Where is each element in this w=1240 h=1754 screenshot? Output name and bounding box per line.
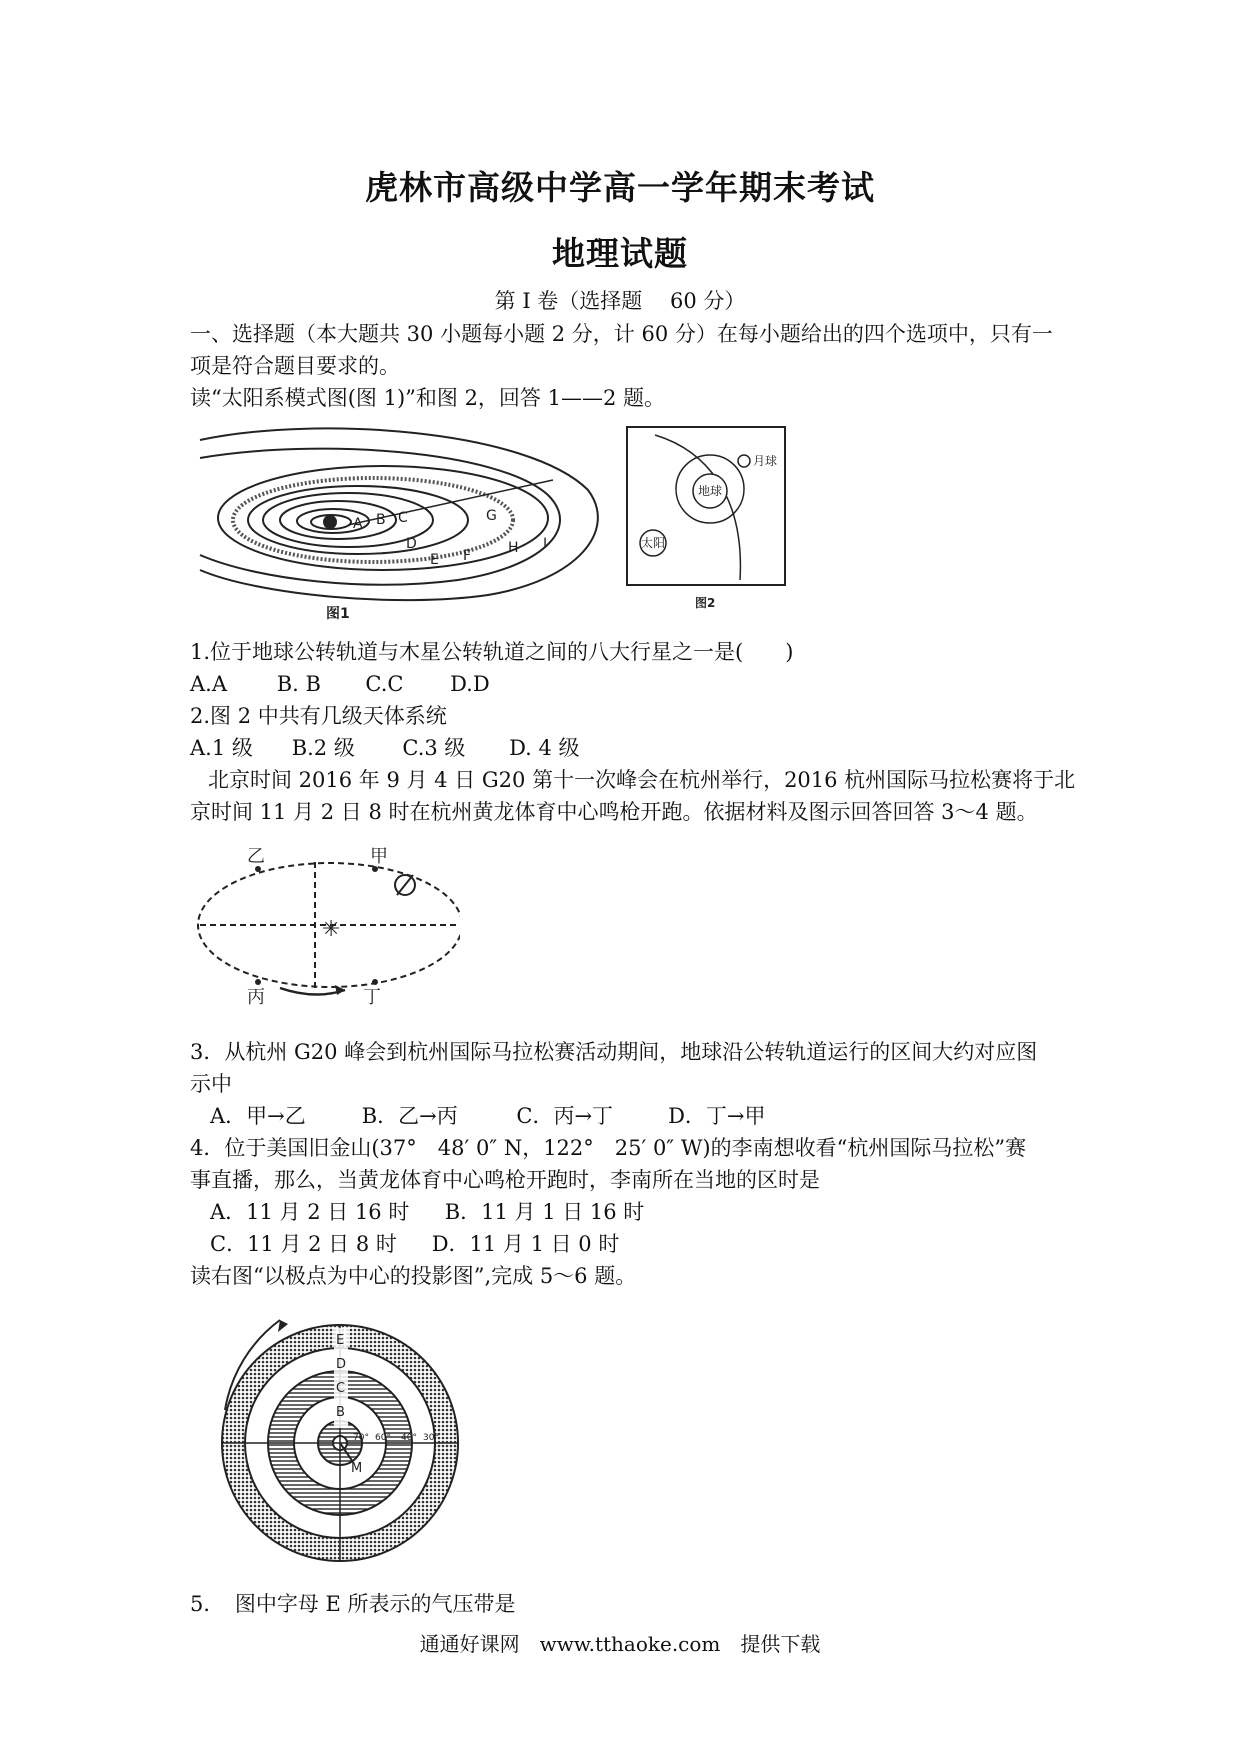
polar-letter-e: E: [336, 1333, 345, 1348]
polar-lat-40: 40°: [401, 1433, 417, 1443]
polar-lat-30: 30°: [423, 1433, 439, 1443]
q3-option-d: D．丁→甲: [668, 1104, 766, 1128]
q1-stem: 1.位于地球公转轨道与木星公转轨道之间的八大行星之一是( ): [190, 640, 794, 664]
earth-moon-figure: [625, 425, 790, 610]
orbit-label-jia: 甲: [370, 846, 388, 867]
fig1-letter-h: H: [508, 540, 519, 556]
solar-system-figure: [198, 420, 608, 620]
exam-title: 虎林市高级中学高一学年期末考试: [365, 168, 875, 207]
fig2-earth-label: 地球: [698, 484, 723, 498]
q1-options: [190, 670, 490, 698]
fig1-letter-e: E: [430, 552, 439, 568]
q3-option-c: C．丙→丁: [516, 1104, 614, 1128]
moon-icon: [738, 455, 750, 467]
q2-option-a: A.1 级: [190, 736, 253, 760]
sun-icon: [323, 515, 337, 529]
q2-option-b: B.2 级: [291, 736, 355, 760]
q4-option-d: D．11 月 1 日 0 时: [431, 1232, 620, 1256]
fig1-caption: 图1: [326, 606, 350, 620]
orbit-label-ding: 丁: [363, 987, 381, 1005]
section-header: 第 I 卷（选择题 60 分）: [494, 289, 746, 313]
q3-option-a: A．甲→乙: [210, 1104, 306, 1128]
instructions-line-1: 一、选择题（本大题共 30 小题每小题 2 分，计 60 分）在每小题给出的四个选项中，只有一: [190, 322, 1053, 346]
q4-option-c: C．11 月 2 日 8 时: [210, 1232, 397, 1256]
intro-q3-q4-line-2: 京时间 11 月 2 日 8 时在杭州黄龙体育中心鸣枪开跑。依据材料及图示回答回答 3～4 题。: [190, 800, 1038, 824]
q3-stem-line-2: 示中: [190, 1072, 232, 1096]
fig1-letter-c: C: [398, 510, 408, 526]
fig1-letter-i: I: [543, 536, 548, 552]
q4-options-row-1: [210, 1198, 644, 1226]
orbit-label-bing: 丙: [247, 987, 265, 1005]
sun-icon: ✳: [322, 917, 341, 942]
q5-stem: 5． 图中字母 E 所表示的气压带是: [190, 1592, 516, 1616]
q2-options: [190, 734, 580, 762]
fig2-caption: 图2: [695, 596, 716, 610]
polar-letter-b: B: [336, 1405, 345, 1420]
earth-orbit-figure: [195, 840, 460, 1005]
q2-stem: 2.图 2 中共有几级天体系统: [190, 704, 447, 728]
q1-option-b: B. B: [276, 672, 321, 696]
q3-options: [210, 1102, 766, 1130]
q3-stem-line-1: 3．从杭州 G20 峰会到杭州国际马拉松赛活动期间，地球沿公转轨道运行的区间大约对应图: [190, 1040, 1038, 1064]
q4-option-a: A．11 月 2 日 16 时: [210, 1200, 410, 1224]
q3-option-b: B．乙→丙: [361, 1104, 458, 1128]
fig1-letter-a: A: [353, 516, 363, 532]
intro-q5-q6: 读右图“以极点为中心的投影图”,完成 5～6 题。: [190, 1264, 637, 1288]
q1-option-c: C.C: [365, 672, 404, 696]
orbit-label-yi: 乙: [247, 846, 265, 867]
polar-letter-c: C: [336, 1381, 346, 1396]
fig1-letter-b: B: [376, 512, 386, 528]
fig2-moon-label: 月球: [753, 454, 778, 468]
q4-stem-line-1: 4．位于美国旧金山(37° 48′ 0″ N，122° 25′ 0″ W)的李南想收看“杭州国际马拉松”赛: [190, 1136, 1027, 1160]
polar-lat-60: 60°: [375, 1433, 391, 1443]
q1-option-a: A.A: [190, 672, 228, 696]
fig1-letter-d: D: [406, 536, 417, 552]
polar-projection-figure: [205, 1300, 480, 1565]
earth-icon: [395, 875, 415, 895]
fig1-letter-f: F: [463, 548, 472, 564]
intro-q3-q4-line-1: 北京时间 2016 年 9 月 4 日 G20 第十一次峰会在杭州举行，2016 杭州国际马拉松赛将于北: [208, 768, 1076, 792]
instructions-line-2: 项是符合题目要求的。: [190, 354, 400, 378]
polar-letter-d: D: [336, 1357, 347, 1372]
q2-option-c: C.3 级: [402, 736, 466, 760]
q4-stem-line-2: 事直播，那么，当黄龙体育中心鸣枪开跑时，李南所在当地的区时是: [190, 1168, 820, 1192]
exam-subtitle: 地理试题: [552, 234, 688, 273]
intro-q1-q2: 读“太阳系模式图(图 1)”和图 2，回答 1——2 题。: [190, 386, 666, 410]
q4-option-b: B．11 月 1 日 16 时: [444, 1200, 645, 1224]
polar-letter-m: M: [351, 1461, 363, 1476]
q2-option-d: D. 4 级: [509, 736, 580, 760]
fig1-letter-g: G: [486, 508, 497, 524]
page-footer: 通通好课网 www.tthaoke.com 提供下载: [419, 1632, 821, 1656]
polar-lat-70: 70°: [353, 1433, 369, 1443]
q1-option-d: D.D: [450, 672, 490, 696]
q4-options-row-2: [210, 1230, 619, 1258]
fig2-sun-label: 太阳: [641, 536, 666, 550]
